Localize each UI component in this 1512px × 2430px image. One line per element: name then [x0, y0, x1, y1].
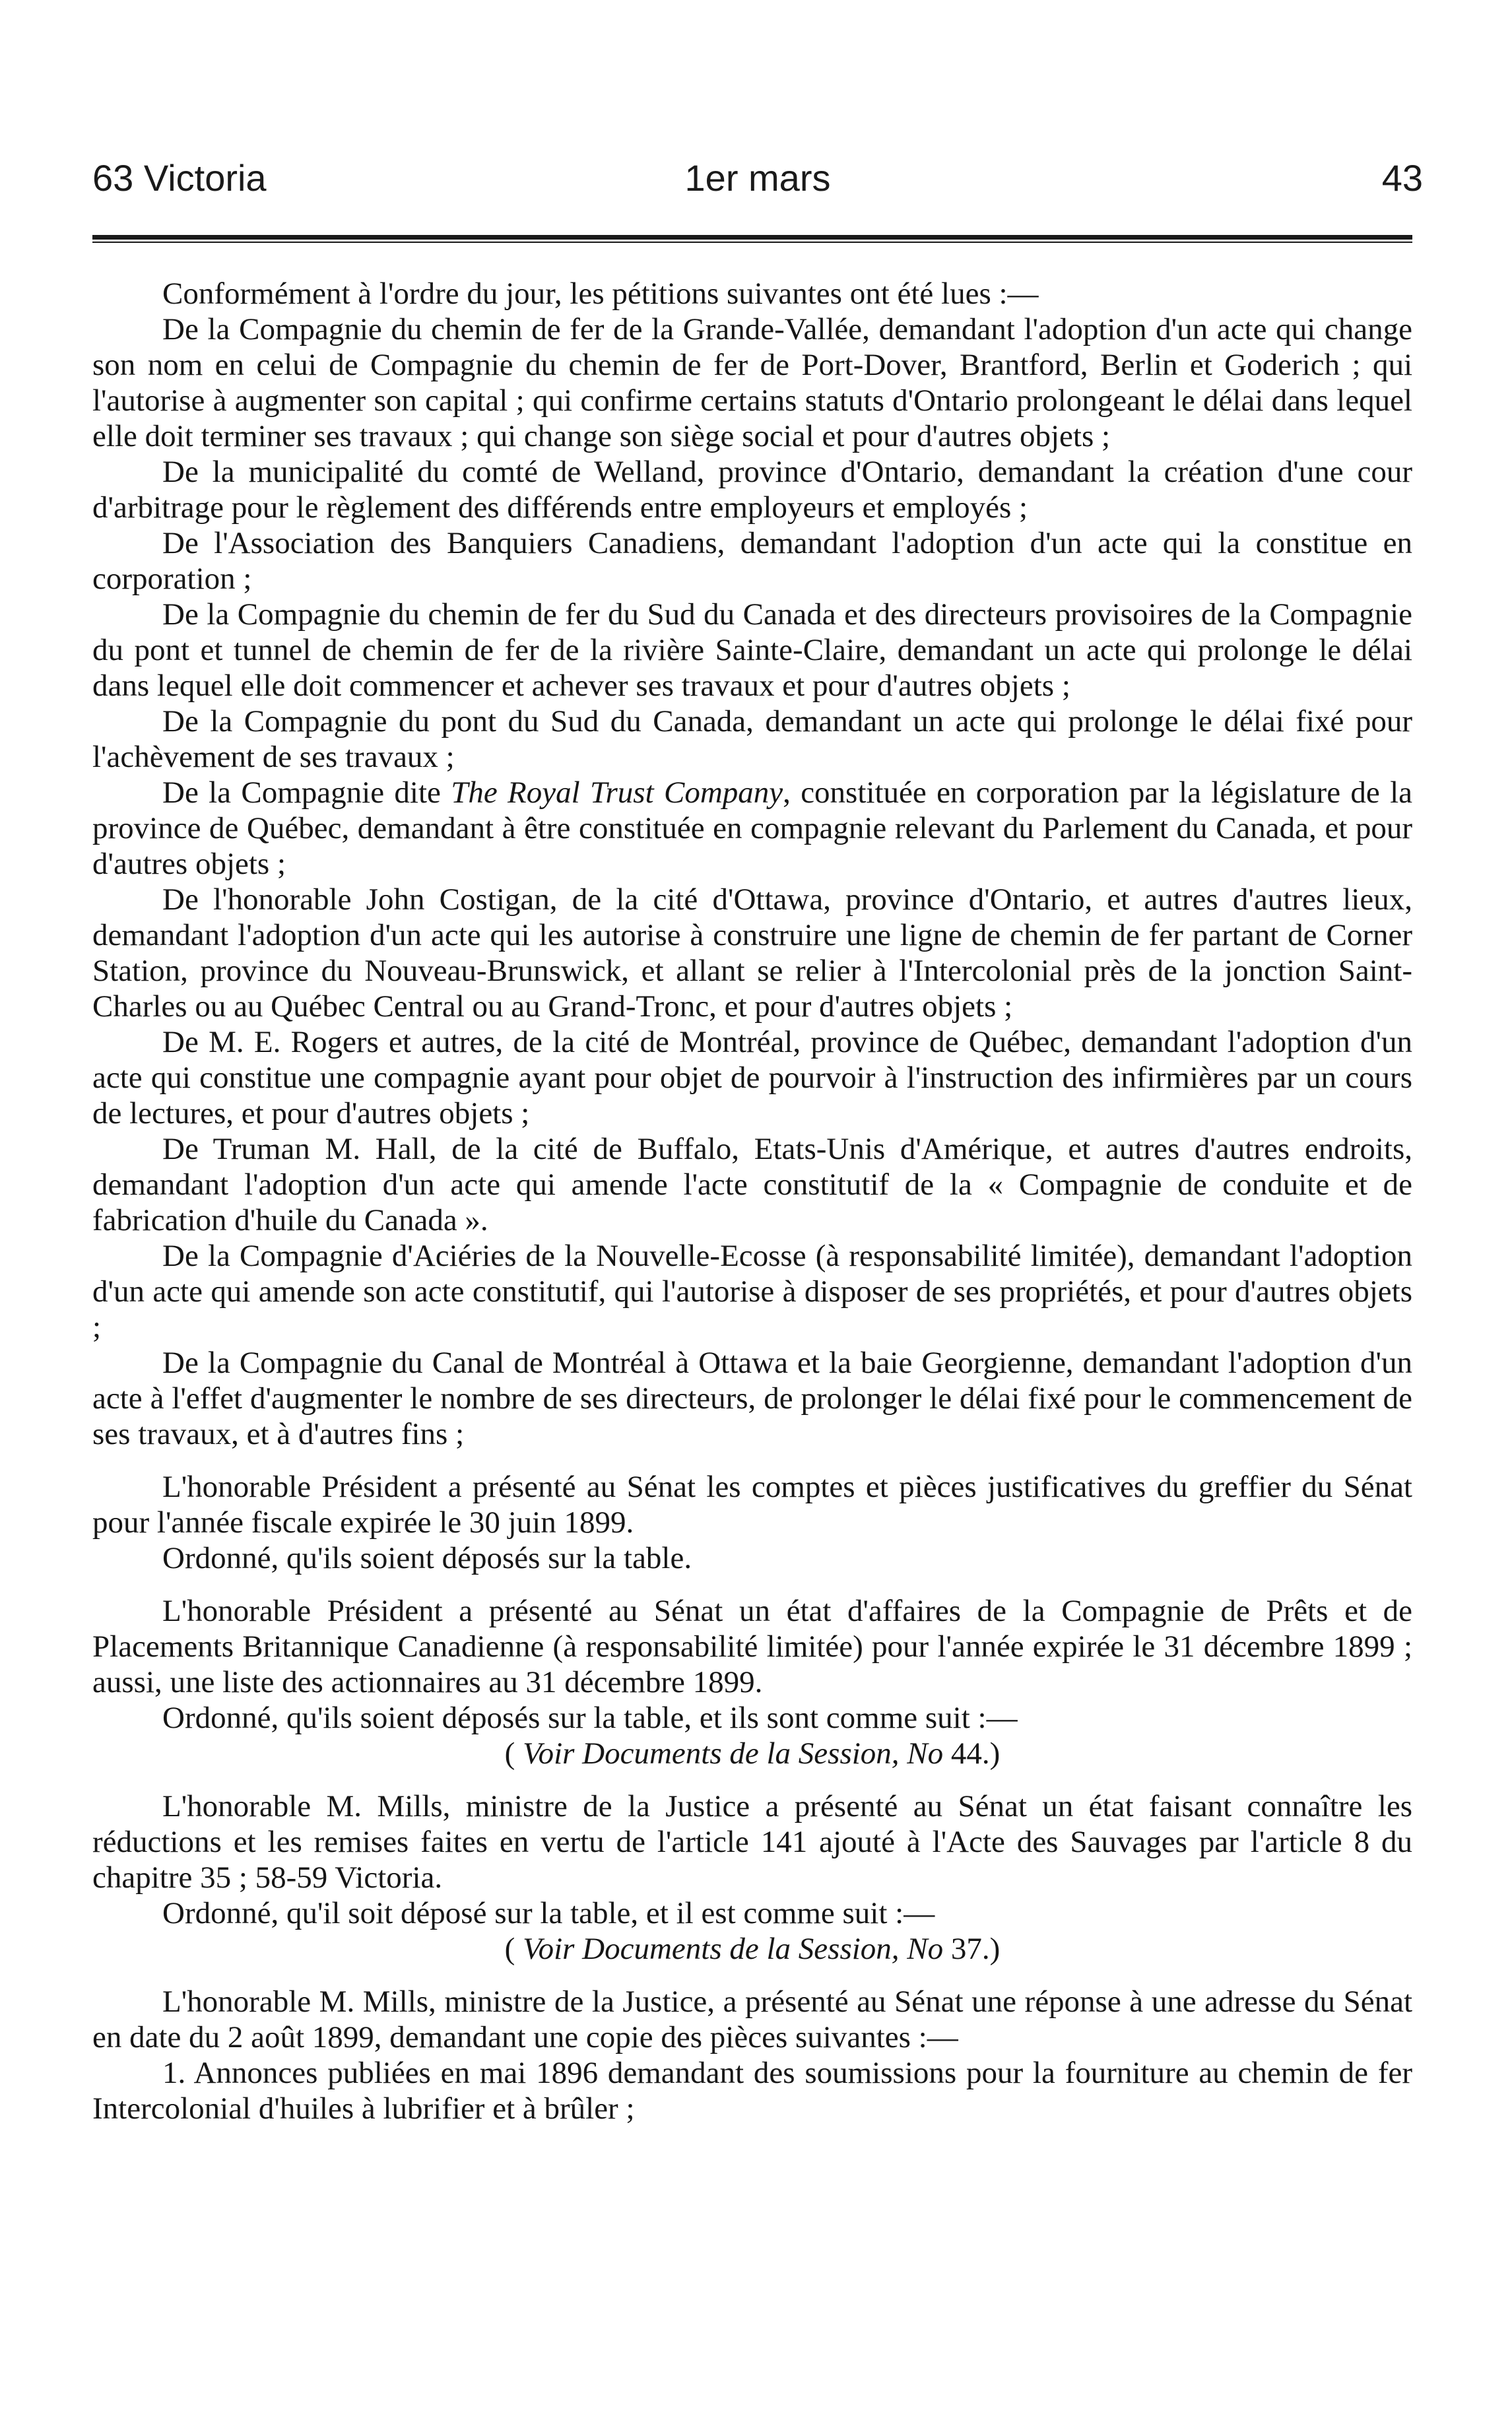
document-body — [92, 276, 1412, 2126]
paragraph: L'honorable M. Mills, ministre de la Justice a présenté au Sénat un état faisant connaître les réductions et les remises faites en vertu de l'article 141 ajouté à l'Acte des Sauvages par l'article 8 du chapitre 35 ; 58-59 Victoria. — [92, 1789, 1412, 1895]
page-number: 43 — [1381, 157, 1423, 199]
header-session: 63 Victoria — [92, 157, 267, 199]
header-rule — [92, 235, 1412, 244]
paragraph: De la municipalité du comté de Welland, province d'Ontario, demandant la création d'une cour d'arbitrage pour le règlement des différends entre employeurs et employés ; — [92, 455, 1412, 525]
header-rule-thin — [92, 242, 1412, 243]
paragraph — [92, 775, 1412, 882]
paragraph: Ordonné, qu'il soit déposé sur la table, et il est comme suit :— — [162, 1896, 935, 1930]
paragraph: De l'honorable John Costigan, de la cité d'Ottawa, province d'Ontario, et autres d'autres lieux, demandant l'adoption d'un acte qui les autorise à construire une ligne de chemin de fer partant de Corner Station, province du Nouveau-Brunswick, et allant se relier à l'Intercolonial près de la jonction Saint-Charles ou au Québec Central ou au Grand-Tronc, et pour d'autres objets ; — [92, 882, 1412, 1024]
paragraph: L'honorable Président a présenté au Sénat les comptes et pièces justificatives du greffier du Sénat pour l'année fiscale expirée le 30 juin 1899. — [92, 1470, 1412, 1540]
paragraph-text: , constituée en corporation par la législature de la province de Québec, demandant à être constituée en compagnie relevant du Parlement du Canada, et pour d'autres objets ; — [92, 775, 1412, 881]
running-header — [92, 150, 1423, 206]
paragraph: De la Compagnie du pont du Sud du Canada, demandant un acte qui prolonge le délai fixé pour l'achèvement de ses travaux ; — [92, 704, 1412, 774]
paragraph: De Truman M. Hall, de la cité de Buffalo, Etats-Unis d'Amérique, et autres d'autres endroits, demandant l'adoption d'un acte qui amende l'acte constitutif de la « Compagnie de conduite et de fabrication d'huile du Canada ». — [92, 1132, 1412, 1237]
ref-open: ( — [504, 1932, 523, 1966]
paragraph: Conformément à l'ordre du jour, les pétitions suivantes ont été lues :— — [162, 277, 1039, 311]
ref-close: 44.) — [943, 1736, 1001, 1771]
paragraph: 1. Annonces publiées en mai 1896 demandant des soumissions pour la fourniture au chemin de fer Intercolonial d'huiles à lubrifier et à brûler ; — [92, 2056, 1412, 2126]
header-date: 1er mars — [684, 157, 831, 199]
session-document-reference — [92, 1736, 1412, 1771]
paragraph: De M. E. Rogers et autres, de la cité de Montréal, province de Québec, demandant l'adoption d'un acte qui constitue une compagnie ayant pour objet de pourvoir à l'instruction des infirmières par un cours de lectures, et pour d'autres objets ; — [92, 1025, 1412, 1131]
paragraph: De la Compagnie du Canal de Montréal à Ottawa et la baie Georgienne, demandant l'adoption d'un acte à l'effet d'augmenter le nombre de ses directeurs, de prolonger le délai fixé pour le commencement de ses travaux, et à d'autres fins ; — [92, 1346, 1412, 1451]
paragraph: L'honorable Président a présenté au Sénat un état d'affaires de la Compagnie de Prêts et de Placements Britannique Canadienne (à responsabilité limitée) pour l'année expirée le 31 décembre 1899 ; aussi, une liste des actionnaires au 31 décembre 1899. — [92, 1594, 1412, 1699]
company-name-italic: The Royal Trust Company — [451, 775, 783, 810]
ref-text: Voir Documents de la Session, No — [523, 1932, 944, 1966]
ref-close: 37.) — [943, 1932, 1001, 1966]
paragraph: De la Compagnie du chemin de fer du Sud du Canada et des directeurs provisoires de la Compagnie du pont et tunnel de chemin de fer de la rivière Sainte-Claire, demandant un acte qui prolonge le délai dans lequel elle doit commencer et achever ses travaux et pour d'autres objets ; — [92, 597, 1412, 703]
paragraph: Ordonné, qu'ils soient déposés sur la table. — [162, 1541, 692, 1575]
header-rule-thick — [92, 235, 1412, 240]
paragraph: L'honorable M. Mills, ministre de la Justice, a présenté au Sénat une réponse à une adresse du Sénat en date du 2 août 1899, demandant une copie des pièces suivantes :— — [92, 1985, 1412, 2054]
ref-text: Voir Documents de la Session, No — [523, 1736, 944, 1771]
paragraph: Ordonné, qu'ils soient déposés sur la table, et ils sont comme suit :— — [162, 1701, 1018, 1735]
paragraph: De la Compagnie du chemin de fer de la Grande-Vallée, demandant l'adoption d'un acte qui change son nom en celui de Compagnie du chemin de fer de Port-Dover, Brantford, Berlin et Goderich ; qui l'autorise à augmenter son capital ; qui confirme certains statuts d'Ontario prolongeant le délai dans lequel elle doit terminer ses travaux ; qui change son siège social et pour d'autres objets ; — [92, 312, 1412, 453]
paragraph-text: De la Compagnie dite — [162, 775, 451, 810]
session-document-reference — [92, 1931, 1412, 1967]
ref-open: ( — [504, 1736, 523, 1771]
paragraph: De la Compagnie d'Aciéries de la Nouvelle-Ecosse (à responsabilité limitée), demandant l'adoption d'un acte qui amende son acte constitutif, qui l'autorise à disposer de ses propriétés, et pour d'autres objets ; — [92, 1239, 1412, 1344]
paragraph: De l'Association des Banquiers Canadiens, demandant l'adoption d'un acte qui la constitue en corporation ; — [92, 526, 1412, 596]
